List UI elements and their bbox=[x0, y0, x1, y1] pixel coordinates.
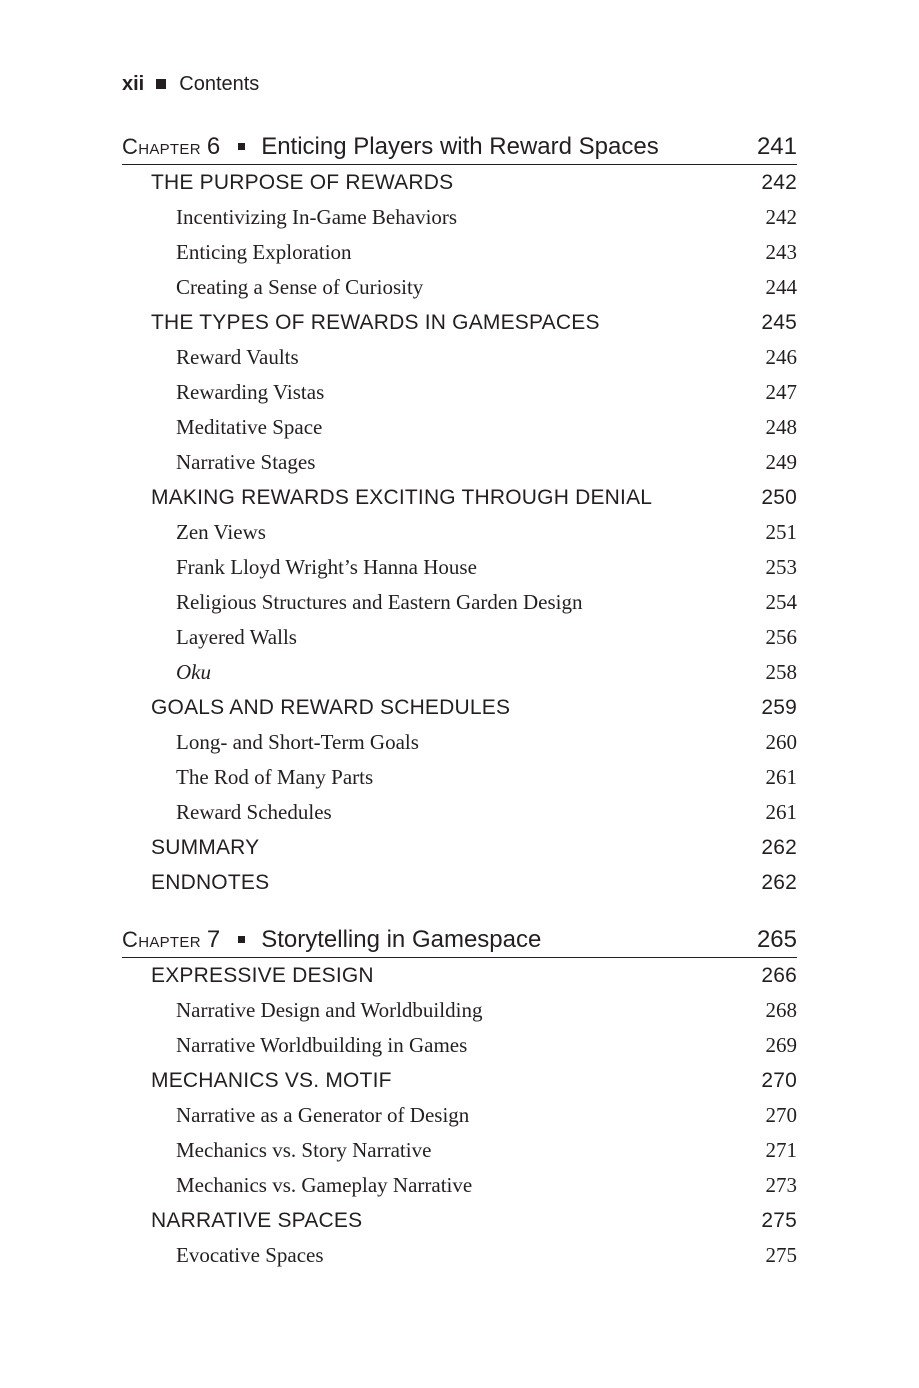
entry-title: THE PURPOSE OF REWARDS bbox=[151, 171, 454, 194]
entry-title: Narrative Worldbuilding in Games bbox=[176, 1033, 468, 1057]
entry-page-number: 268 bbox=[765, 998, 797, 1022]
toc-section-entry[interactable] bbox=[122, 690, 797, 725]
entry-page-number: 259 bbox=[761, 696, 797, 719]
entry-title: NARRATIVE SPACES bbox=[151, 1209, 363, 1232]
chapter-number: 6 bbox=[206, 133, 221, 160]
toc-section-entry[interactable] bbox=[122, 480, 797, 515]
toc-subsection-entry[interactable] bbox=[122, 410, 797, 445]
entry-title: Reward Schedules bbox=[176, 800, 332, 824]
entry-title: EXPRESSIVE DESIGN bbox=[151, 964, 374, 987]
entry-title: The Rod of Many Parts bbox=[176, 765, 374, 789]
toc-section-entry[interactable] bbox=[122, 305, 797, 340]
toc-section-entry[interactable] bbox=[122, 958, 797, 993]
entry-title: Long- and Short-Term Goals bbox=[176, 730, 419, 754]
entry-page-number: 261 bbox=[765, 765, 797, 789]
toc-subsection-entry[interactable] bbox=[122, 445, 797, 480]
toc-subsection-entry[interactable] bbox=[122, 585, 797, 620]
chapter-7-block bbox=[122, 924, 797, 1273]
entry-title: SUMMARY bbox=[151, 836, 260, 859]
chapter-title: Enticing Players with Reward Spaces bbox=[261, 133, 659, 160]
running-head-section: Contents bbox=[179, 72, 260, 95]
entry-title: Narrative as a Generator of Design bbox=[176, 1103, 470, 1127]
entry-title: MAKING REWARDS EXCITING THROUGH DENIAL bbox=[151, 486, 653, 509]
chapter-6-block bbox=[122, 131, 797, 900]
toc-subsection-entry[interactable] bbox=[122, 375, 797, 410]
toc-subsection-entry[interactable] bbox=[122, 655, 797, 690]
entry-title: ENDNOTES bbox=[151, 871, 270, 894]
entry-page-number: 260 bbox=[765, 730, 797, 754]
entry-title: Rewarding Vistas bbox=[176, 380, 325, 404]
entry-page-number: 271 bbox=[765, 1138, 797, 1162]
entry-page-number: 269 bbox=[765, 1033, 797, 1057]
chapter-label: Chapter bbox=[122, 927, 201, 952]
chapter-heading[interactable] bbox=[122, 924, 797, 958]
entry-title: Religious Structures and Eastern Garden Design bbox=[176, 590, 583, 614]
entry-page-number: 246 bbox=[765, 345, 797, 369]
entry-title: Mechanics vs. Story Narrative bbox=[176, 1138, 432, 1162]
toc-subsection-entry[interactable] bbox=[122, 795, 797, 830]
entry-page-number: 248 bbox=[765, 415, 797, 439]
entry-page-number: 266 bbox=[761, 964, 797, 987]
toc-subsection-entry[interactable] bbox=[122, 1098, 797, 1133]
entry-title: Frank Lloyd Wright’s Hanna House bbox=[176, 555, 477, 579]
toc-subsection-entry[interactable] bbox=[122, 550, 797, 585]
entry-page-number: 275 bbox=[761, 1209, 797, 1232]
entry-page-number: 251 bbox=[765, 520, 797, 544]
toc-subsection-entry[interactable] bbox=[122, 1238, 797, 1273]
entry-title: Enticing Exploration bbox=[176, 240, 352, 264]
entry-title: Incentivizing In-Game Behaviors bbox=[176, 205, 458, 229]
chapter-page-number: 265 bbox=[756, 926, 797, 953]
entry-title: Oku bbox=[176, 660, 211, 684]
entry-page-number: 270 bbox=[761, 1069, 797, 1092]
entry-page-number: 261 bbox=[765, 800, 797, 824]
entry-page-number: 275 bbox=[765, 1243, 797, 1267]
entry-page-number: 253 bbox=[765, 555, 797, 579]
entry-page-number: 247 bbox=[765, 380, 797, 404]
entry-page-number: 262 bbox=[761, 836, 797, 859]
entry-title: Zen Views bbox=[176, 520, 266, 544]
entry-title: Creating a Sense of Curiosity bbox=[176, 275, 424, 299]
entry-title: Narrative Design and Worldbuilding bbox=[176, 998, 483, 1022]
entry-page-number: 273 bbox=[765, 1173, 797, 1197]
entry-title: Layered Walls bbox=[176, 625, 297, 649]
entry-title: Reward Vaults bbox=[176, 345, 299, 369]
toc-section-entry[interactable] bbox=[122, 1063, 797, 1098]
toc-subsection-entry[interactable] bbox=[122, 725, 797, 760]
square-bullet-icon bbox=[238, 936, 245, 943]
entry-title: Evocative Spaces bbox=[176, 1243, 324, 1267]
entry-page-number: 262 bbox=[761, 871, 797, 894]
entry-page-number: 256 bbox=[765, 625, 797, 649]
entry-page-number: 242 bbox=[765, 205, 797, 229]
entry-title: Meditative Space bbox=[176, 415, 323, 439]
entry-page-number: 254 bbox=[765, 590, 797, 614]
toc-section-entry[interactable] bbox=[122, 830, 797, 865]
toc-subsection-entry[interactable] bbox=[122, 760, 797, 795]
entry-page-number: 244 bbox=[765, 275, 797, 299]
toc-subsection-entry[interactable] bbox=[122, 340, 797, 375]
entry-title: MECHANICS VS. MOTIF bbox=[151, 1069, 392, 1092]
chapter-page-number: 241 bbox=[756, 133, 797, 160]
chapter-title: Storytelling in Gamespace bbox=[261, 926, 542, 953]
entry-title: THE TYPES OF REWARDS IN GAMESPACES bbox=[151, 311, 600, 334]
square-bullet-icon bbox=[156, 79, 166, 89]
toc-subsection-entry[interactable] bbox=[122, 270, 797, 305]
toc-subsection-entry[interactable] bbox=[122, 620, 797, 655]
toc-section-entry[interactable] bbox=[122, 865, 797, 900]
page-folio: xii bbox=[122, 72, 145, 95]
entry-page-number: 258 bbox=[765, 660, 797, 684]
square-bullet-icon bbox=[238, 143, 245, 150]
entry-page-number: 242 bbox=[761, 171, 797, 194]
entry-page-number: 249 bbox=[765, 450, 797, 474]
running-head bbox=[122, 70, 259, 98]
entry-page-number: 250 bbox=[761, 486, 797, 509]
toc-subsection-entry[interactable] bbox=[122, 200, 797, 235]
chapter-number: 7 bbox=[206, 926, 221, 953]
toc-subsection-entry[interactable] bbox=[122, 235, 797, 270]
entry-page-number: 245 bbox=[761, 311, 797, 334]
toc-subsection-entry[interactable] bbox=[122, 1168, 797, 1203]
entry-title: Narrative Stages bbox=[176, 450, 316, 474]
toc-subsection-entry[interactable] bbox=[122, 1133, 797, 1168]
toc-section-entry[interactable] bbox=[122, 165, 797, 200]
toc-subsection-entry[interactable] bbox=[122, 515, 797, 550]
entry-title: Mechanics vs. Gameplay Narrative bbox=[176, 1173, 473, 1197]
toc-section-entry[interactable] bbox=[122, 1203, 797, 1238]
chapter-heading[interactable] bbox=[122, 131, 797, 165]
chapter-label: Chapter bbox=[122, 134, 201, 159]
entry-title: GOALS AND REWARD SCHEDULES bbox=[151, 696, 511, 719]
entry-page-number: 270 bbox=[765, 1103, 797, 1127]
entry-page-number: 243 bbox=[765, 240, 797, 264]
toc-subsection-entry[interactable] bbox=[122, 1028, 797, 1063]
toc-subsection-entry[interactable] bbox=[122, 993, 797, 1028]
